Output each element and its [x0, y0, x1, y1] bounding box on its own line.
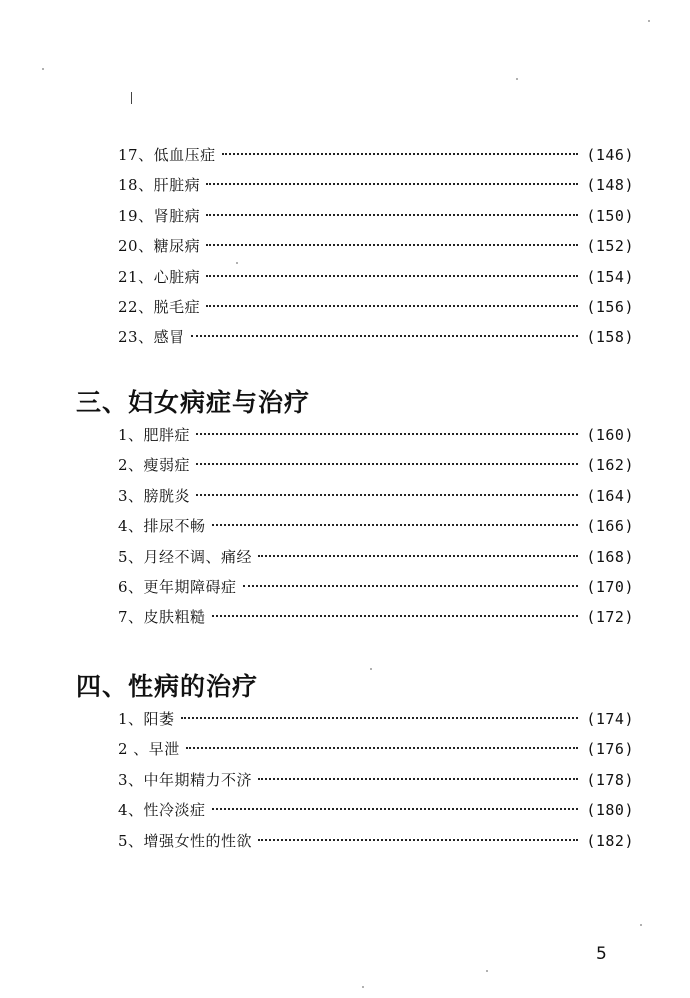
dot-leader — [186, 747, 579, 749]
dot-leader — [206, 183, 578, 185]
dot-leader — [212, 524, 579, 526]
toc-entry-title: 4、性冷淡症 — [118, 801, 206, 820]
toc-entry-title: 4、排尿不畅 — [118, 517, 206, 536]
toc-entry-title: 2、瘦弱症 — [118, 456, 191, 475]
dot-leader — [206, 214, 578, 216]
toc-entry-page: (174) — [586, 710, 634, 728]
toc-entry — [118, 765, 634, 795]
toc-entry — [118, 292, 634, 322]
dot-leader — [196, 494, 578, 496]
scan-speck — [648, 20, 650, 22]
toc-entry-page: (178) — [586, 770, 634, 789]
toc-entry-title: 22、脱毛症 — [118, 297, 201, 316]
toc-entry — [118, 140, 634, 170]
scan-speck — [516, 78, 518, 80]
dot-leader — [212, 808, 579, 810]
scan-mark — [131, 92, 132, 104]
toc-entry-title: 23、感冒 — [118, 328, 185, 347]
toc-entry-title: 3、膀胱炎 — [118, 486, 191, 505]
dot-leader — [258, 555, 578, 557]
scan-speck — [236, 262, 238, 264]
toc-entry-page: (162) — [586, 456, 634, 475]
scan-speck — [640, 924, 642, 926]
toc-entry-page: (160) — [586, 426, 634, 444]
toc-entry-title: 1、肥胖症 — [118, 426, 191, 444]
toc-entry-title: 18、肝脏病 — [118, 176, 201, 195]
toc-entry-title: 17、低血压症 — [118, 146, 216, 164]
dot-leader — [222, 153, 579, 155]
toc-entry — [118, 704, 634, 734]
dot-leader — [206, 275, 578, 277]
toc-entry-title: 3、中年期精力不济 — [118, 770, 253, 789]
toc-entry-page: (152) — [586, 237, 634, 256]
toc-entry-title: 1、阳萎 — [118, 710, 175, 728]
toc-entry — [118, 572, 634, 602]
toc-entry-page: (148) — [586, 176, 634, 195]
dot-leader — [181, 717, 579, 719]
toc-entry — [118, 201, 634, 231]
toc-entry-title: 19、肾脏病 — [118, 206, 201, 225]
toc-entry-page: (168) — [586, 547, 634, 566]
toc-entry-page: (170) — [586, 577, 634, 596]
toc-entry — [118, 734, 634, 764]
section-heading: 四、性病的治疗 — [76, 672, 259, 701]
dot-leader — [206, 305, 578, 307]
toc-entry-page: (150) — [586, 206, 634, 225]
toc-block-womens-conditions — [118, 420, 634, 633]
toc-entry-page: (146) — [586, 146, 634, 164]
toc-entry-page: (182) — [586, 831, 634, 850]
toc-block-continued — [118, 140, 634, 353]
toc-entry — [118, 542, 634, 572]
toc-entry — [118, 420, 634, 450]
toc-entry-title: 6、更年期障碍症 — [118, 577, 237, 596]
toc-entry-page: (166) — [586, 517, 634, 536]
dot-leader — [258, 839, 578, 841]
toc-entry-page: (176) — [586, 740, 634, 759]
toc-entry — [118, 795, 634, 825]
dot-leader — [196, 433, 578, 435]
toc-entry-title: 2 、早泄 — [118, 740, 180, 759]
dot-leader — [258, 778, 578, 780]
toc-entry — [118, 322, 634, 352]
toc-entry-page: (154) — [586, 267, 634, 286]
toc-entry-title: 21、心脏病 — [118, 267, 201, 286]
scan-speck — [370, 668, 372, 670]
toc-entry-title: 7、皮肤粗糙 — [118, 608, 206, 627]
toc-entry — [118, 826, 634, 856]
toc-entry-page: (156) — [586, 297, 634, 316]
toc-entry — [118, 450, 634, 480]
toc-entry-page: (164) — [586, 486, 634, 505]
scan-speck — [362, 986, 364, 988]
toc-entry — [118, 511, 634, 541]
scan-speck — [486, 970, 488, 972]
toc-entry-page: (172) — [586, 608, 634, 627]
dot-leader — [191, 335, 579, 337]
toc-block-sexual-health — [118, 704, 634, 856]
section-heading: 三、妇女病症与治疗 — [76, 388, 311, 417]
toc-entry-title: 5、月经不调、痛经 — [118, 547, 253, 566]
toc-entry — [118, 262, 634, 292]
toc-entry — [118, 481, 634, 511]
dot-leader — [206, 244, 578, 246]
toc-entry-page: (180) — [586, 801, 634, 820]
toc-entry-page: (158) — [586, 328, 634, 347]
toc-entry — [118, 231, 634, 261]
toc-entry — [118, 170, 634, 200]
scan-speck — [42, 68, 44, 70]
toc-entry — [118, 602, 634, 632]
toc-entry-title: 5、增强女性的性欲 — [118, 831, 253, 850]
dot-leader — [243, 585, 579, 587]
dot-leader — [212, 615, 579, 617]
page-number: 5 — [596, 944, 607, 964]
dot-leader — [196, 463, 578, 465]
toc-entry-title: 20、糖尿病 — [118, 237, 201, 256]
